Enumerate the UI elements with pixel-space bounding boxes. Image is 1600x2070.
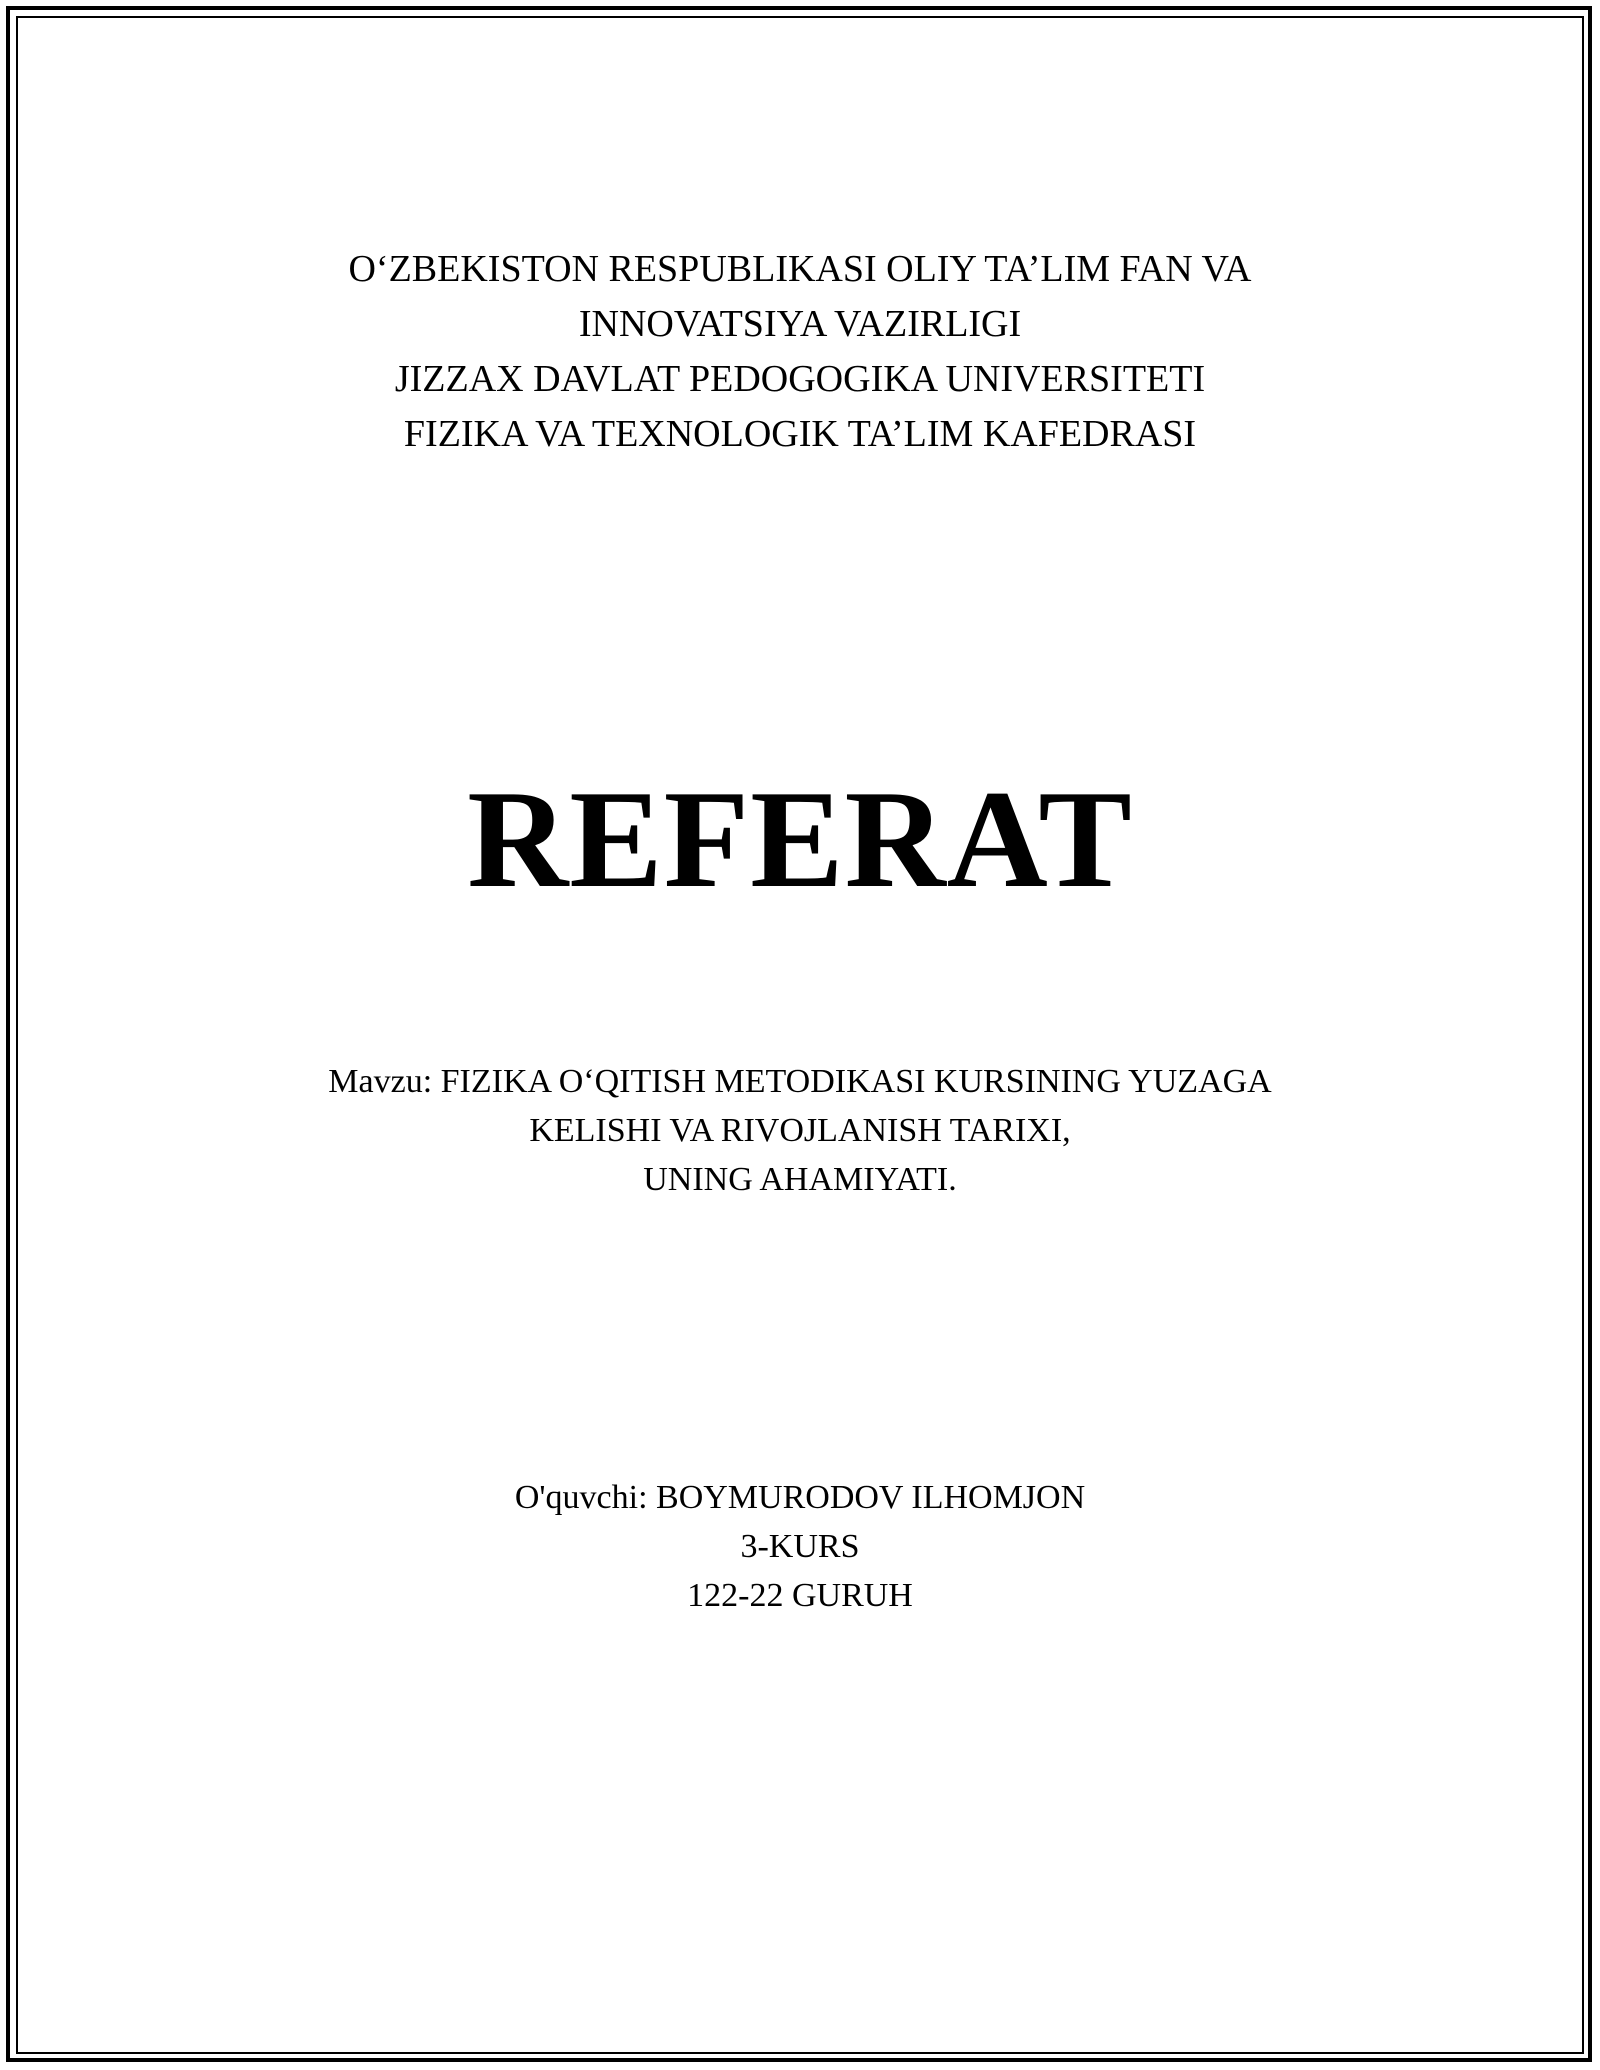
- topic-line-2: KELISHI VA RIVOJLANISH TARIXI,: [529, 1112, 1071, 1149]
- institution-line-2: INNOVATSIYA VAZIRLIGI: [578, 303, 1022, 345]
- university-name: JIZZAX DAVLAT PEDOGOGIKA UNIVERSITETI: [394, 358, 1206, 400]
- student-name: O'quvchi: BOYMURODOV ILHOMJON: [514, 1479, 1086, 1516]
- document-title: REFERAT: [467, 762, 1133, 917]
- student-info: [0, 1473, 1600, 1620]
- institution-line-1: O‘ZBEKISTON RESPUBLIKASI OLIY TA’LIM FAN VA: [348, 248, 1252, 290]
- student-group: 122-22 GURUH: [687, 1577, 913, 1614]
- student-course: 3-KURS: [740, 1528, 860, 1565]
- topic-line-1: Mavzu: FIZIKA O‘QITISH METODIKASI KURSINING YUZAGA: [328, 1063, 1272, 1100]
- institution-header: [0, 242, 1600, 462]
- department-name: FIZIKA VA TEXNOLOGIK TA’LIM KAFEDRASI: [403, 413, 1197, 455]
- topic-block: [0, 1057, 1600, 1204]
- topic-line-3: UNING AHAMIYATI.: [643, 1161, 957, 1198]
